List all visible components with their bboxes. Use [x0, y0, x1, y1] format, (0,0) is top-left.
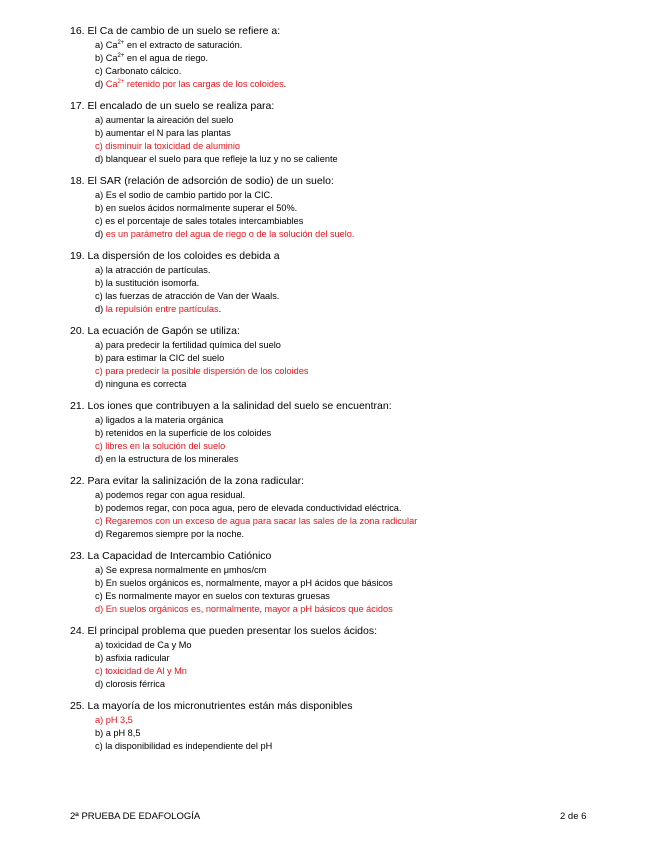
- question-block: [70, 399, 630, 466]
- answer-option: [95, 114, 630, 127]
- answer-option: [95, 52, 630, 65]
- question-title: 23. La Capacidad de Intercambio Catiónico: [70, 550, 272, 562]
- option-text: c) libres en la solución del suelo: [95, 441, 226, 451]
- question-block: [70, 174, 630, 241]
- question-block: [70, 474, 630, 541]
- question-block: [70, 624, 630, 691]
- page-number: 2 de 6: [560, 811, 587, 822]
- answer-option: [95, 39, 630, 52]
- option-text: a) Se expresa normalmente en μmhos/cm: [95, 565, 267, 575]
- answer-option: [95, 652, 630, 665]
- option-text: b) En suelos orgánicos es, normalmente, mayor a pH ácidos que básicos: [95, 578, 393, 588]
- answer-option: [95, 489, 630, 502]
- highlighted-answer-text: [106, 304, 219, 314]
- option-text: c) Es normalmente mayor en suelos con texturas gruesas: [95, 591, 330, 601]
- correct-answer-option: [95, 665, 630, 678]
- option-text: b) Ca: [95, 53, 118, 63]
- correct-answer-option: [95, 714, 630, 727]
- correct-answer-option: [95, 515, 630, 528]
- option-text: a) Ca: [95, 40, 118, 50]
- option-text: a) toxicidad de Ca y Mo: [95, 640, 192, 650]
- option-text: a) la atracción de partículas.: [95, 265, 211, 275]
- option-text: en el extracto de saturación.: [124, 40, 243, 50]
- option-text: b) para estimar la CIC del suelo: [95, 353, 225, 363]
- highlighted-answer-text: [106, 79, 284, 89]
- correct-answer-option: [95, 228, 630, 241]
- answer-option: [95, 414, 630, 427]
- option-text: d) Regaremos siempre por la noche.: [95, 529, 245, 539]
- correct-answer-option: [95, 140, 630, 153]
- option-text: b) podemos regar, con poca agua, pero de elevada conductividad eléctrica.: [95, 503, 402, 513]
- answer-option: [95, 453, 630, 466]
- option-text: a) pH 3,5: [95, 715, 133, 725]
- option-text: d): [95, 304, 106, 314]
- answer-option: [95, 740, 630, 753]
- superscript-charge: 2+: [117, 79, 125, 85]
- answer-option: [95, 528, 630, 541]
- correct-answer-option: [95, 603, 630, 616]
- highlighted-answer-text: [106, 229, 355, 239]
- answer-option: [95, 678, 630, 691]
- answer-option: [95, 264, 630, 277]
- option-text: b) la sustitución isomorfa.: [95, 278, 200, 288]
- option-text: la repulsión entre partículas: [105, 304, 219, 314]
- answer-option: [95, 127, 630, 140]
- option-text: en el agua de riego.: [124, 53, 209, 63]
- answer-option: [95, 639, 630, 652]
- option-text: b) asfixia radicular: [95, 653, 170, 663]
- question-title: 20. La ecuación de Gapón se utiliza:: [70, 325, 240, 337]
- option-text: a) para predecir la fertilidad química del suelo: [95, 340, 281, 350]
- correct-answer-option: [95, 303, 630, 316]
- option-text: c) toxicidad de Al y Mn: [95, 666, 187, 676]
- question-title: 16. El Ca de cambio de un suelo se refiere a:: [70, 25, 281, 37]
- correct-answer-option: [95, 78, 630, 91]
- answer-option: [95, 378, 630, 391]
- answer-option: [95, 564, 630, 577]
- superscript-charge: 2+: [117, 40, 125, 46]
- answer-option: [95, 202, 630, 215]
- option-text: c) las fuerzas de atracción de Van der Waals.: [95, 291, 280, 301]
- answer-option: [95, 339, 630, 352]
- question-title: 22. Para evitar la salinización de la zona radicular:: [70, 475, 305, 487]
- option-text: d) ninguna es correcta: [95, 379, 187, 389]
- option-text: c) disminuir la toxicidad de aluminio: [95, 141, 241, 151]
- option-text: Ca: [105, 79, 118, 89]
- question-title: 24. El principal problema que pueden presentar los suelos ácidos:: [70, 625, 378, 637]
- option-text: b) aumentar el N para las plantas: [95, 128, 231, 138]
- question-title: 21. Los iones que contribuyen a la salinidad del suelo se encuentran:: [70, 400, 392, 412]
- answer-option: [95, 65, 630, 78]
- question-block: [70, 549, 630, 616]
- question-list: [70, 24, 630, 761]
- option-text: b) retenidos en la superficie de los coloides: [95, 428, 272, 438]
- correct-answer-option: [95, 440, 630, 453]
- option-text: es un parámetro del agua de riego o de la solución del suelo.: [105, 229, 355, 239]
- question-title: 25. La mayoría de los micronutrientes están más disponibles: [70, 700, 353, 712]
- option-tail: .: [283, 79, 287, 89]
- answer-option: [95, 215, 630, 228]
- answer-option: [95, 727, 630, 740]
- option-text: c) para predecir la posible dispersión de los coloides: [95, 366, 309, 376]
- superscript-charge: 2+: [117, 53, 125, 59]
- answer-option: [95, 189, 630, 202]
- answer-option: [95, 153, 630, 166]
- question-block: [70, 324, 630, 391]
- option-text: a) podemos regar con agua residual.: [95, 490, 246, 500]
- option-text: d) En suelos orgánicos es, normalmente, mayor a pH básicos que ácidos: [95, 604, 393, 614]
- option-text: a) aumentar la aireación del suelo: [95, 115, 234, 125]
- option-text: a) Es el sodio de cambio partido por la CIC.: [95, 190, 273, 200]
- option-text: retenido por las cargas de los coloides: [124, 79, 284, 89]
- answer-option: [95, 502, 630, 515]
- question-block: [70, 99, 630, 166]
- option-tail: .: [218, 304, 222, 314]
- option-text: d) clorosis férrica: [95, 679, 165, 689]
- option-text: d): [95, 79, 106, 89]
- answer-option: [95, 290, 630, 303]
- option-text: d): [95, 229, 106, 239]
- option-text: d) en la estructura de los minerales: [95, 454, 239, 464]
- option-text: b) a pH 8,5: [95, 728, 141, 738]
- question-title: 18. El SAR (relación de adsorción de sodio) de un suelo:: [70, 175, 334, 187]
- question-block: [70, 699, 630, 753]
- question-block: [70, 249, 630, 316]
- answer-option: [95, 352, 630, 365]
- answer-option: [95, 427, 630, 440]
- question-title: 17. El encalado de un suelo se realiza para:: [70, 100, 275, 112]
- question-title: 19. La dispersión de los coloides es debida a: [70, 250, 280, 262]
- answer-option: [95, 277, 630, 290]
- correct-answer-option: [95, 365, 630, 378]
- option-text: c) Regaremos con un exceso de agua para sacar las sales de la zona radicular: [95, 516, 418, 526]
- answer-option: [95, 577, 630, 590]
- question-block: [70, 24, 630, 91]
- option-text: c) Carbonato cálcico.: [95, 66, 182, 76]
- option-text: c) la disponibilidad es independiente del pH: [95, 741, 273, 751]
- option-text: a) ligados a la materia orgánica: [95, 415, 224, 425]
- answer-option: [95, 590, 630, 603]
- option-text: c) es el porcentaje de sales totales intercambiables: [95, 216, 304, 226]
- footer-title: 2ª PRUEBA DE EDAFOLOGÍA: [70, 811, 201, 822]
- option-text: b) en suelos ácidos normalmente superar el 50%.: [95, 203, 298, 213]
- option-text: d) blanquear el suelo para que refleje la luz y no se caliente: [95, 154, 338, 164]
